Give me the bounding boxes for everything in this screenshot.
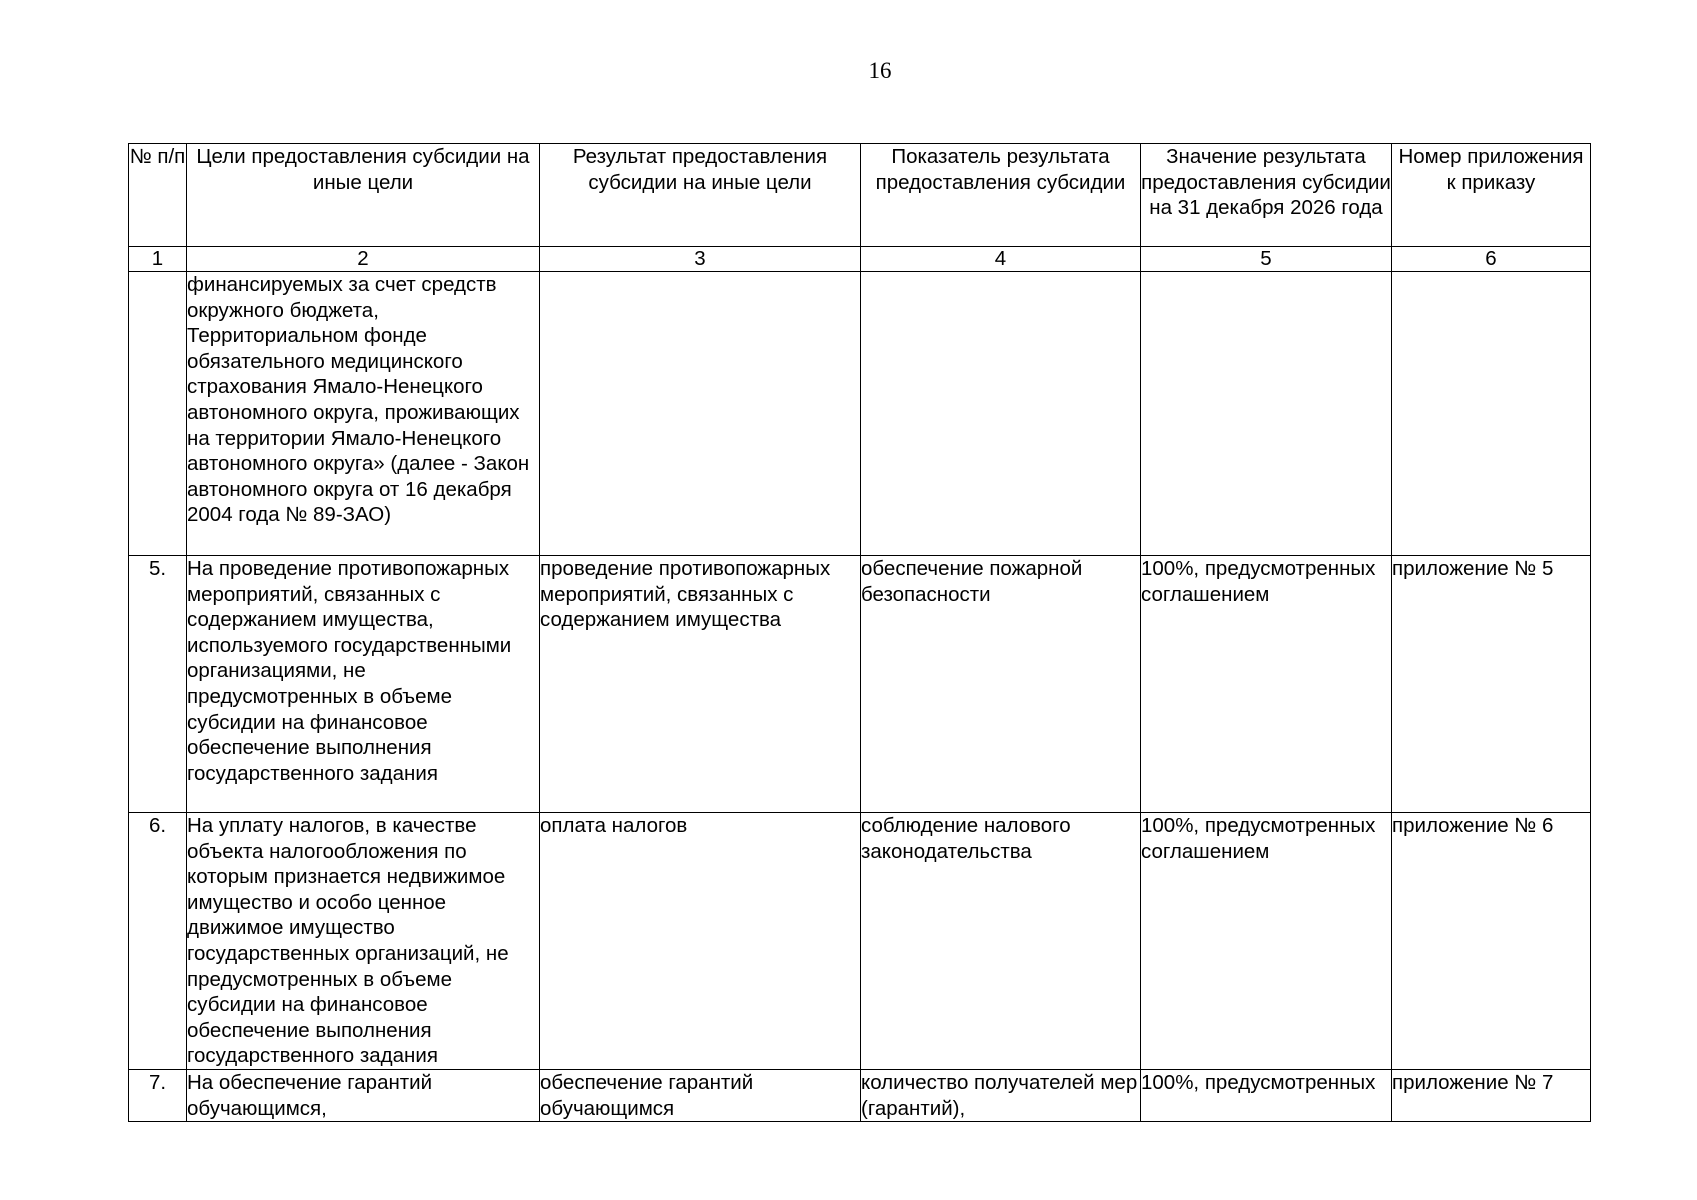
row-result: проведение противопожарных мероприятий, связанных с содержанием имущества [540, 556, 861, 813]
column-number: 4 [861, 247, 1141, 272]
header-result: Результат предоставления субсидии на иные цели [540, 144, 861, 247]
row-goal: На уплату налогов, в качестве объекта налогообложения по которым признается недвижимое имущество и особо ценное движимое имущество государственных организаций, не предусмотренных в объеме субсидии на финансовое обеспечение выполнения государственного задания [187, 813, 540, 1070]
header-number: № п/п [129, 144, 187, 247]
header-appendix: Номер приложения к приказу [1392, 144, 1591, 247]
header-value: Значение результата предоставления субсидии на 31 декабря 2026 года [1141, 144, 1392, 247]
row-number: 7. [129, 1070, 187, 1122]
row-result: оплата налогов [540, 813, 861, 1070]
column-number: 1 [129, 247, 187, 272]
row-indicator: обеспечение пожарной безопасности [861, 556, 1141, 813]
row-appendix: приложение № 7 [1392, 1070, 1591, 1122]
column-number: 6 [1392, 247, 1591, 272]
row-indicator: соблюдение налового законодательства [861, 813, 1141, 1070]
row-value [1141, 272, 1392, 556]
row-goal: финансируемых за счет средств окружного бюджета, Территориальном фонде обязательного медицинского страхования Ямало-Ненецкого автономного округа, проживающих на территории Ямало-Ненецкого автономного округа» (далее - Закон автономного округа от 16 декабря 2004 года № 89-ЗАО) [187, 272, 540, 556]
row-indicator [861, 272, 1141, 556]
row-goal: На проведение противопожарных мероприятий, связанных с содержанием имущества, используемого государственными организациями, не предусмотренных в объеме субсидии на финансовое обеспечение выполнения государственного задания [187, 556, 540, 813]
row-indicator: количество получателей мер (гарантий), [861, 1070, 1141, 1122]
table-row [129, 813, 1591, 1070]
page-number: 16 [868, 58, 892, 83]
row-value: 100%, предусмотренных [1141, 1070, 1392, 1122]
column-number: 3 [540, 247, 861, 272]
table-row [129, 556, 1591, 813]
row-result [540, 272, 861, 556]
row-result: обеспечение гарантий обучающимся [540, 1070, 861, 1122]
subsidy-goals-table [128, 143, 1591, 1122]
row-appendix: приложение № 6 [1392, 813, 1591, 1070]
row-number [129, 272, 187, 556]
column-number: 2 [187, 247, 540, 272]
header-indicator: Показатель результата предоставления субсидии [861, 144, 1141, 247]
row-appendix [1392, 272, 1591, 556]
row-appendix: приложение № 5 [1392, 556, 1591, 813]
column-number-row [129, 247, 1591, 272]
column-number: 5 [1141, 247, 1392, 272]
header-goal: Цели предоставления субсидии на иные цели [187, 144, 540, 247]
row-number: 5. [129, 556, 187, 813]
table-header-row [129, 144, 1591, 247]
row-goal: На обеспечение гарантий обучающимся, [187, 1070, 540, 1122]
table-row [129, 272, 1591, 556]
row-value: 100%, предусмотренных соглашением [1141, 556, 1392, 813]
table-row [129, 1070, 1591, 1122]
row-value: 100%, предусмотренных соглашением [1141, 813, 1392, 1070]
row-number: 6. [129, 813, 187, 1070]
